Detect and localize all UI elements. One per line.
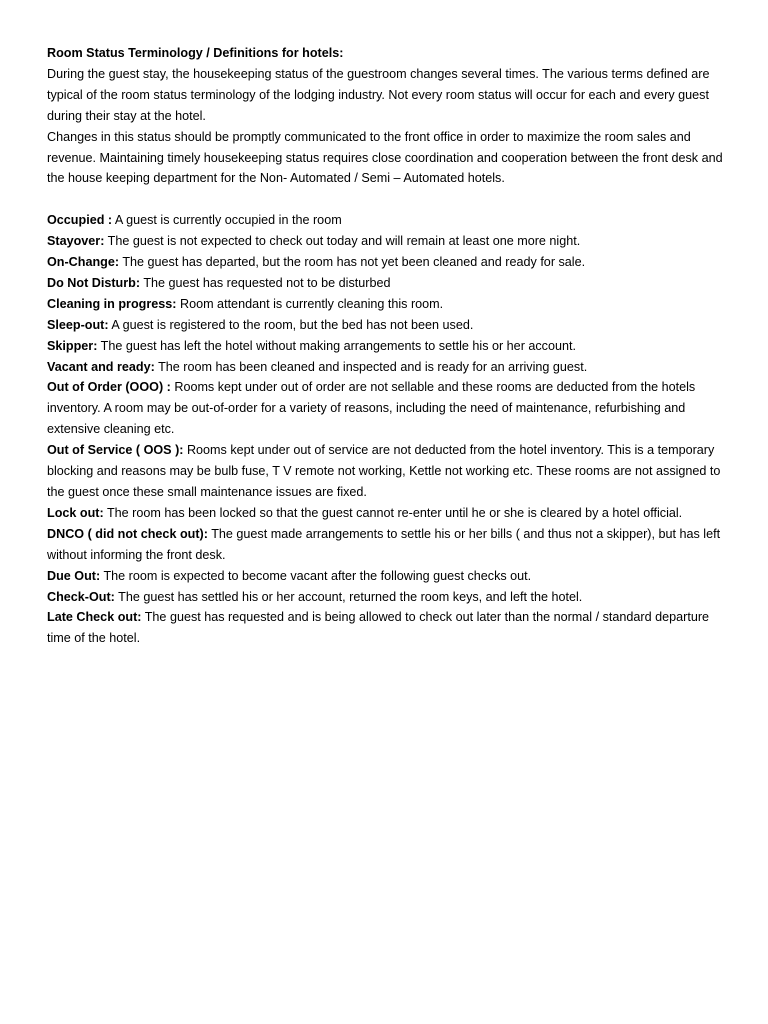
definition-text: The room has been locked so that the guest cannot re-enter until he or she is cleared by a hotel official. <box>103 505 683 520</box>
definition-term: Vacant and ready: <box>47 359 155 374</box>
definition-text: The room is expected to become vacant after the following guest checks out. <box>100 568 532 583</box>
definition-text: Rooms kept under out of order are not sellable and these rooms are deducted from the hotels inventory. A room may be out-of-order for a variety of reasons, including the need of maintenance, refurbishing and extensive cleaning etc. <box>47 380 696 437</box>
definition-term: Lock out: <box>47 505 104 520</box>
definition-due-out <box>47 566 727 587</box>
intro-paragraph-1: During the guest stay, the housekeeping status of the guestroom changes several times. The various terms defined are typical of the room status terminology of the lodging industry. Not every room status will occur for each and every guest during their stay at the hotel. <box>47 66 710 123</box>
definition-term: Out of Order (OOO) : <box>47 380 171 395</box>
definition-term: Stayover: <box>47 234 105 249</box>
definition-out-of-order <box>47 377 727 440</box>
definition-term: DNCO ( did not check out): <box>47 526 208 541</box>
definition-cleaning-in-progress <box>47 294 727 315</box>
definition-text: The guest has requested not to be disturbed <box>140 275 391 290</box>
definition-lock-out <box>47 503 727 524</box>
definition-term: On-Change: <box>47 255 120 270</box>
definition-term: Sleep-out: <box>47 317 109 332</box>
definition-term: Cleaning in progress: <box>47 296 177 311</box>
definition-text: A guest is currently occupied in the room <box>112 213 342 228</box>
definition-term: Skipper: <box>47 338 98 353</box>
definition-term: Out of Service ( OOS ): <box>47 443 184 458</box>
definition-text: The guest made arrangements to settle his or her bills ( and thus not a skipper), but has left without informing the front desk. <box>47 526 721 562</box>
definition-dnco <box>47 524 727 566</box>
definition-text: The room has been cleaned and inspected and is ready for an arriving guest. <box>154 359 588 374</box>
intro-paragraph-2: Changes in this status should be promptly communicated to the front office in order to maximize the room sales and revenue. Maintaining timely housekeeping status requires close coordination and cooperation between the front desk and the house keeping department for the Non- Automated / Semi – Automated hotels. <box>47 129 723 186</box>
definition-skipper <box>47 336 727 357</box>
definition-text: Room attendant is currently cleaning this room. <box>176 296 444 311</box>
definition-occupied <box>47 210 727 231</box>
document-title: Room Status Terminology / Definitions for hotels: <box>47 46 344 60</box>
definition-do-not-disturb <box>47 273 727 294</box>
definition-text: The guest has departed, but the room has not yet been cleaned and ready for sale. <box>119 255 586 270</box>
definition-stayover <box>47 231 727 252</box>
document-page <box>47 43 727 649</box>
paragraph-spacer <box>47 189 727 210</box>
definition-on-change <box>47 252 727 273</box>
definition-late-check-out <box>47 607 727 649</box>
definition-sleep-out <box>47 315 727 336</box>
definition-out-of-service <box>47 440 727 503</box>
definition-term: Late Check out: <box>47 610 142 625</box>
definition-text: The guest is not expected to check out today and will remain at least one more night. <box>104 234 581 249</box>
definition-text: Rooms kept under out of service are not deducted from the hotel inventory. This is a temporary blocking and reasons may be bulb fuse, T V remote not working, Kettle not working etc. These rooms are not assigned to the guest once these small maintenance issues are fixed. <box>47 443 721 500</box>
definition-text: The guest has requested and is being allowed to check out later than the normal / standard departure time of the hotel. <box>47 610 710 646</box>
definition-term: Occupied : <box>47 213 113 228</box>
definition-text: A guest is registered to the room, but the bed has not been used. <box>108 317 474 332</box>
definition-text: The guest has settled his or her account, returned the room keys, and left the hotel. <box>114 589 583 604</box>
definition-check-out <box>47 587 727 608</box>
definition-vacant-and-ready <box>47 357 727 378</box>
definition-term: Due Out: <box>47 568 101 583</box>
definition-term: Do Not Disturb: <box>47 275 141 290</box>
definition-term: Check-Out: <box>47 589 115 604</box>
definition-text: The guest has left the hotel without making arrangements to settle his or her account. <box>97 338 576 353</box>
